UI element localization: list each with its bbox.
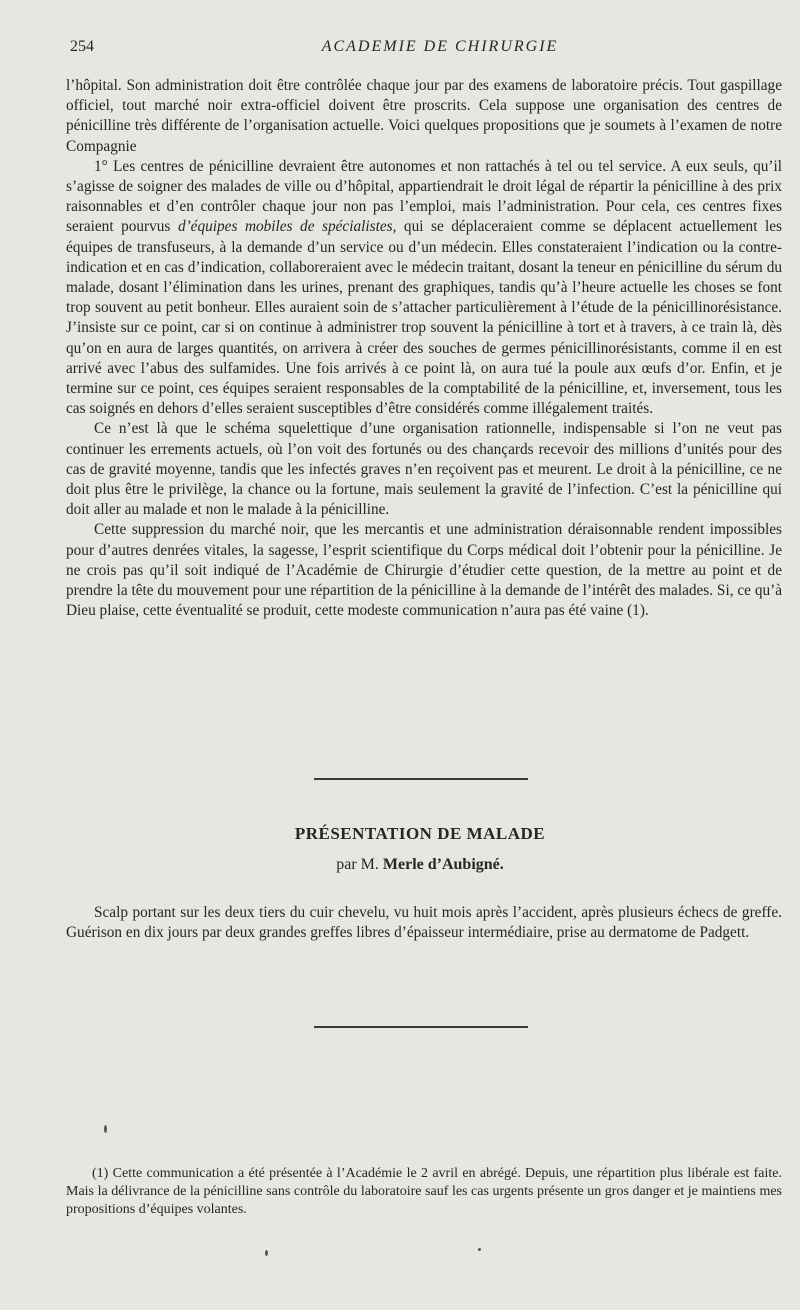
byline-prefix: par M.	[336, 856, 379, 873]
byline-author: Merle d’Aubigné.	[382, 856, 504, 873]
footnote	[66, 1165, 782, 1220]
case-paragraph: Scalp portant sur les deux tiers du cuir chevelu, vu huit mois après l’accident, après plusieurs échecs de greffe. Guérison en dix jours par deux grandes greffes libres d’épaisseur intermédiaire, prise au dermatome de Padgett.	[66, 904, 782, 942]
print-speck	[265, 1250, 268, 1256]
section-divider-end	[314, 1026, 528, 1028]
emphasis-text: d’équipes mobiles de spécialistes	[177, 218, 393, 236]
main-text	[66, 76, 782, 621]
running-title: ACADEMIE DE CHIRURGIE	[321, 38, 559, 55]
footnote-text: (1) Cette communication a été présentée à l’Académie le 2 avril en abrégé. Depuis, une répartition plus libérale est faite. Mais la délivrance de la pénicilline sans contrôle du laboratoire sauf les cas urgents présente un gros danger et je maintiens mes propositions d’équipes volantes.	[66, 1166, 782, 1218]
byline	[0, 856, 800, 874]
section-title: PRÉSENTATION DE MALADE	[294, 824, 546, 843]
page-number: 254	[70, 38, 94, 55]
print-speck	[478, 1248, 481, 1251]
print-speck	[104, 1125, 107, 1133]
section-divider	[314, 778, 528, 780]
paragraph-schema: Ce n’est là que le schéma squelettique d’une organisation rationnelle, indispensable si l’on ne veut pas continuer les errements actuels, où l’on voit des fortunés ou des chançards recevoir des millions d’unités pour des cas de gravité moyenne, tandis que les infectés graves n’en reçoivent pas et meurent. Le droit à la pénicilline, ce ne doit plus être le privilège, la chance ou la fortune, mais seulement la gravité de l’infection. C’est la pénicilline qui doit aller au malade et non le malade à la pénicilline.	[66, 420, 782, 519]
page-header	[70, 38, 780, 60]
paragraph-proposal: 1° Les centres de pénicilline devraient être autonomes et non rattachés à tel ou tel service. A eux seuls, qu’il s’agisse de soigner des malades de ville ou d’hôpital, appartiendrait le droit légal de répartir la pénicilline à des prix raisonnables et d’en contrôler chaque jour non pas l’emploi, mais l’administration. Pour cela, ces centres fixes seraient pourvus d’équipes mobiles de spécialistes, qui se déplaceraient comme se déplacent actuellement les équipes de transfuseurs, à la demande d’un service ou d’un médecin. Elles constateraient l’indication ou la contre-indication et en cas d’indication, collaboreraient avec le médecin traitant, dosant la teneur en pénicilline du sérum du malade, dosant l’élimination dans les urines, prenant des graphiques, tandis qu’à l’heure actuelle les choses se font trop souvent au petit bonheur. Elles auraient soin de s’attacher particulièrement à l’étude de la pénicillinorésistance. J’insiste sur ce point, car si on continue à administrer trop souvent la pénicilline à tort et à travers, à ce train là, dès qu’on en aura de larges quantités, on arrivera à créer des souches de germes pénicillinorésistants, comme il en est arrivé avec l’abus des sulfamides. Une fois arrivés à ce point là, on aura tué la poule aux œufs d’or. Enfin, et je termine sur ce point, ces équipes seraient responsables de la comptabilité de la pénicilline, et, inversement, tous les cas soignés en dehors d’elles seraient susceptibles d’être considérés comme illégalement traités.	[66, 157, 782, 418]
paragraph-black-market: Cette suppression du marché noir, que les mercantis et une administration déraisonnable rendent impossibles pour d’autres denrées vitales, la sagesse, l’esprit scientifique du Corps médical doit l’obtenir pour la pénicilline. Je ne crois pas qu’il soit indiqué de l’Académie de Chirurgie d’étudier cette question, de la mettre au point et de prendre la tête du mouvement pour une répartition de la pénicilline à la demande de l’intérêt des malades. Si, ce qu’à Dieu plaise, cette éventualité se produit, cette modeste communication n’aura pas été vaine (1).	[66, 521, 782, 620]
paragraph-continuation: l’hôpital. Son administration doit être contrôlée chaque jour par des examens de laboratoire précis. Tout gaspillage officiel, tout marché noir extra-officiel doivent être proscrits. Cela suppose une organisation des centres de pénicilline très différente de l’organisation actuelle. Voici quelques propositions que je soumets à l’examen de notre Compagnie	[66, 77, 782, 155]
case-presentation	[66, 903, 782, 943]
